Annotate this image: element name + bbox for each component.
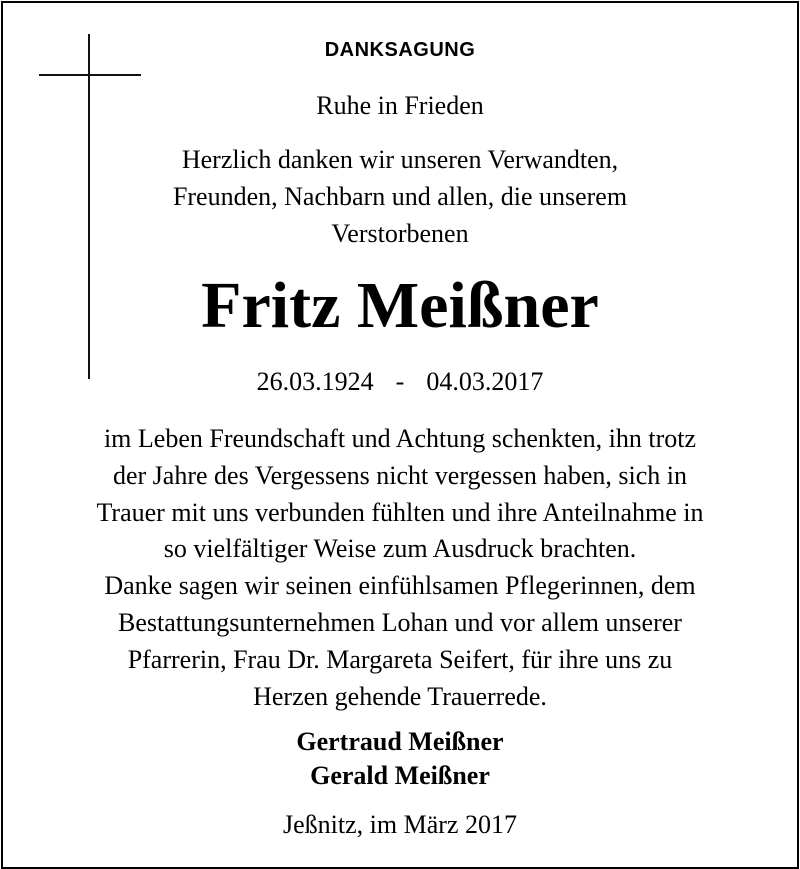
intro-line: Verstorbenen	[331, 219, 469, 248]
body-line: im Leben Freundschaft und Achtung schenkten, ihn trotz	[103, 424, 697, 453]
notice-heading: DANKSAGUNG	[324, 39, 476, 61]
life-dates	[3, 367, 797, 397]
body-line: Trauer mit uns verbunden fühlten und ihre Anteilnahme in	[96, 497, 704, 527]
obituary-card	[1, 1, 799, 869]
body-line: Bestattungsunternehmen Lohan und vor allem unserer	[118, 607, 682, 637]
rest-in-peace-line: Ruhe in Frieden	[316, 91, 484, 120]
intro-line: Freunden, Nachbarn und allen, die unserem	[172, 182, 628, 211]
place-and-date: Jeßnitz, im März 2017	[283, 810, 517, 839]
body-line: Pfarrerin, Frau Dr. Margareta Seifert, für ihre uns zu	[127, 644, 673, 674]
intro-line: Herzlich danken wir unseren Verwandten,	[181, 145, 619, 174]
birth-date: 26.03.1924	[256, 367, 374, 396]
body-line: Danke sagen wir seinen einfühlsamen Pflegerinnen, dem	[104, 571, 696, 601]
date-separator: -	[395, 367, 405, 396]
death-date: 04.03.2017	[426, 367, 544, 396]
deceased-name: Fritz Meißner	[201, 269, 599, 342]
intro-text	[3, 141, 797, 252]
cross-icon-crossbar	[39, 74, 141, 76]
signer-name: Gerald Meißner	[310, 761, 490, 790]
signer-name: Gertraud Meißner	[296, 727, 504, 756]
body-line: Herzen gehende Trauerrede.	[253, 681, 547, 711]
body-line: so vielfältiger Weise zum Ausdruck brachten.	[163, 534, 637, 564]
signers	[3, 725, 797, 793]
body-line: der Jahre des Vergessens nicht vergessen haben, sich in	[112, 460, 688, 490]
thanks-text	[3, 421, 797, 715]
